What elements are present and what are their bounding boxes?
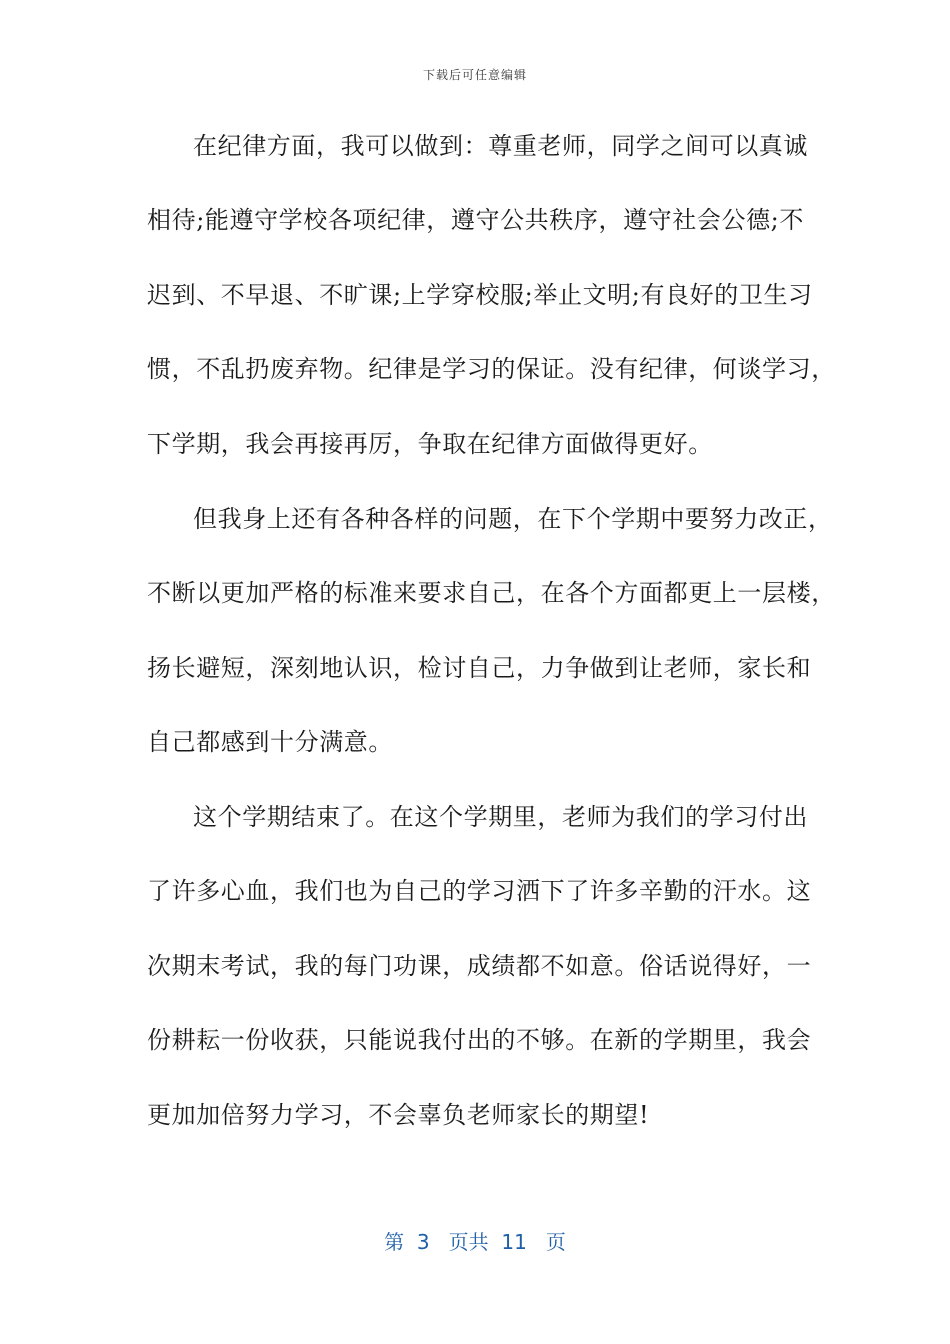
paragraph-3-line-5: 更加加倍努力学习，不会辜负老师家长的期望! [147,1101,650,1129]
page-header: 下载后可任意编辑 [422,68,527,82]
paragraph-3-line-3: 次期末考试，我的每门功课，成绩都不如意。俗话说得好，一 [147,952,812,980]
paragraph-2-line-4: 自己都感到十分满意。 [147,728,393,756]
paragraph-1-line-5: 下学期，我会再接再厉，争取在纪律方面做得更好。 [147,430,713,458]
paragraph-1-line-4: 惯，不乱扔废弃物。纪律是学习的保证。没有纪律，何谈学习， [147,355,836,383]
paragraph-2-line-2: 不断以更加严格的标准来要求自己，在各个方面都更上一层楼， [147,579,836,607]
paragraph-2-line-3: 扬长避短，深刻地认识，检讨自己，力争做到让老师，家长和 [147,654,812,682]
paragraph-1-line-1: 在纪律方面，我可以做到：尊重老师，同学之间可以真诚 [193,132,808,160]
paragraph-1-line-2: 相待;能遵守学校各项纪律，遵守公共秩序，遵守社会公德;不 [147,206,804,234]
paragraph-2-line-1: 但我身上还有各种各样的问题，在下个学期中要努力改正， [193,505,833,533]
paragraph-3-line-4: 份耕耘一份收获，只能说我付出的不够。在新的学期里，我会 [147,1026,812,1054]
page-number-footer: 第 3 页共 11 页 [384,1230,566,1254]
paragraph-3-line-2: 了许多心血，我们也为自己的学习洒下了许多辛勤的汗水。这 [147,877,812,905]
paragraph-3-line-1: 这个学期结束了。在这个学期里，老师为我们的学习付出 [193,803,808,831]
paragraph-1-line-3: 迟到、不早退、不旷课;上学穿校服;举止文明;有良好的卫生习 [147,281,813,309]
